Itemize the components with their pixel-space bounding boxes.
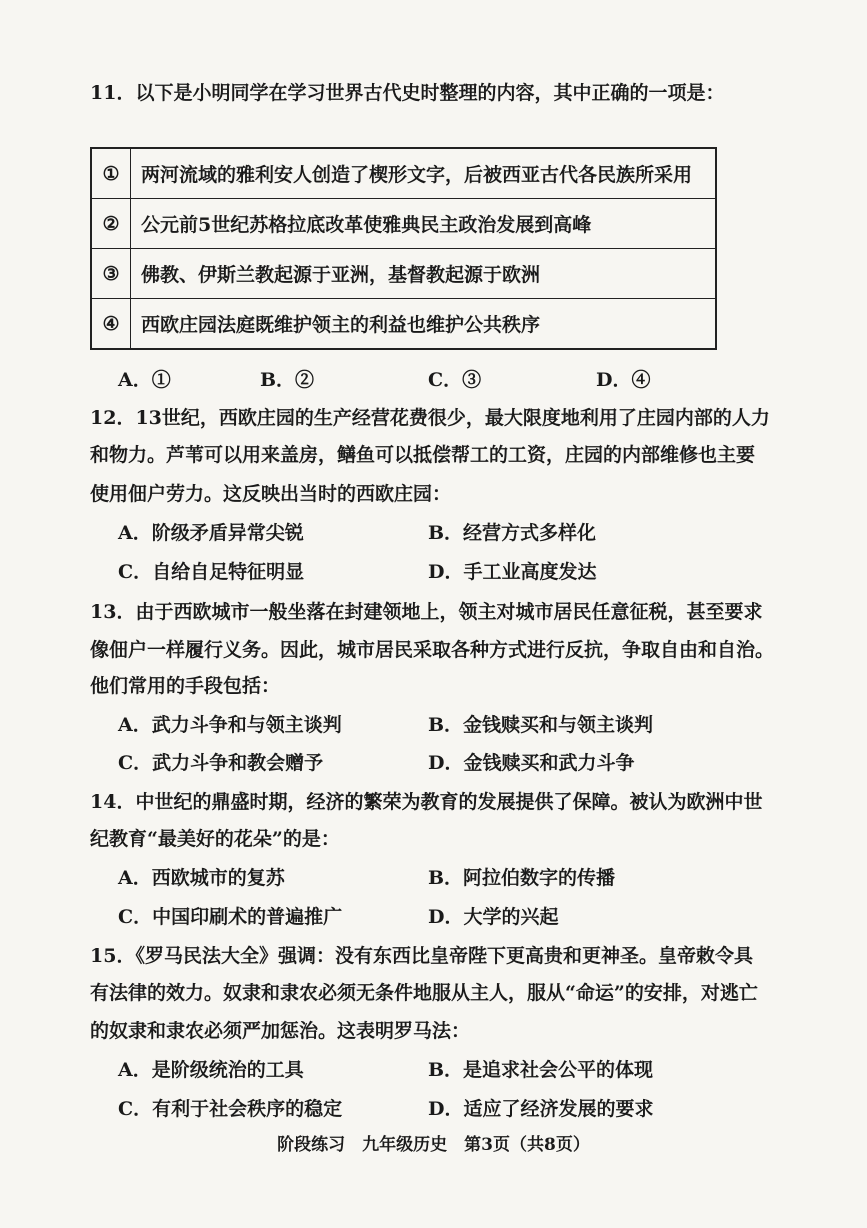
q12-option-d: D．手工业高度发达 — [428, 561, 597, 583]
q14-line-1: 14．中世纪的鼎盛时期，经济的繁荣为教育的发展提供了保障。被认为欧洲中世 — [90, 791, 763, 813]
q11-stem: 11．以下是小明同学在学习世界古代史时整理的内容，其中正确的一项是： — [90, 82, 725, 104]
q13-line-3: 他们常用的手段包括： — [90, 675, 281, 697]
q14-option-a: A．西欧城市的复苏 — [118, 867, 285, 889]
row-text: 佛教、伊斯兰教起源于亚洲，基督教起源于欧洲 — [131, 249, 717, 299]
q11-option-a: A．① — [118, 369, 171, 391]
table-row — [91, 299, 716, 350]
table-row — [91, 148, 716, 199]
row-number: ③ — [91, 249, 131, 299]
q12-option-c: C．自给自足特征明显 — [118, 561, 305, 583]
q13-option-b: B．金钱赎买和与领主谈判 — [428, 714, 654, 736]
q12-line-2: 和物力。芦苇可以用来盖房，鳝鱼可以抵偿帮工的工资，庄园的内部维修也主要 — [90, 444, 756, 466]
row-number: ② — [91, 199, 131, 249]
q14-line-2: 纪教育“最美好的花朵”的是： — [90, 828, 340, 850]
q15-option-a: A．是阶级统治的工具 — [118, 1059, 304, 1081]
q11-option-c: C．③ — [428, 369, 482, 391]
q15-option-b: B．是追求社会公平的体现 — [428, 1059, 654, 1081]
row-text: 两河流域的雅利安人创造了楔形文字，后被西亚古代各民族所采用 — [131, 148, 717, 199]
row-number: ① — [91, 148, 131, 199]
q11-option-d: D．④ — [596, 369, 651, 391]
q12-option-b: B．经营方式多样化 — [428, 522, 597, 544]
q15-line-2: 有法律的效力。奴隶和隶农必须无条件地服从主人，服从“命运”的安排，对逃亡 — [90, 982, 758, 1004]
row-number: ④ — [91, 299, 131, 350]
q13-option-c: C．武力斗争和教会赠予 — [118, 752, 324, 774]
q14-option-d: D．大学的兴起 — [428, 906, 559, 928]
q15-line-3: 的奴隶和隶农必须严加惩治。这表明罗马法： — [90, 1020, 471, 1042]
table-row — [91, 249, 716, 299]
q14-option-b: B．阿拉伯数字的传播 — [428, 867, 616, 889]
q11-statement-table — [90, 147, 717, 350]
q12-line-1: 12．13世纪，西欧庄园的生产经营花费很少，最大限度地利用了庄园内部的人力 — [90, 407, 770, 429]
q11-option-b: B．② — [260, 369, 315, 391]
table-row — [91, 199, 716, 249]
row-text: 公元前5世纪苏格拉底改革使雅典民主政治发展到高峰 — [131, 199, 717, 249]
q14-option-c: C．中国印刷术的普遍推广 — [118, 906, 343, 928]
q12-line-3: 使用佃户劳力。这反映出当时的西欧庄园： — [90, 483, 452, 505]
q15-line-1: 15．《罗马民法大全》强调：没有东西比皇帝陛下更高贵和更神圣。皇帝敕令具 — [90, 945, 753, 967]
row-text: 西欧庄园法庭既维护领主的利益也维护公共秩序 — [131, 299, 717, 350]
q13-option-d: D．金钱赎买和武力斗争 — [428, 752, 635, 774]
q13-line-1: 13．由于西欧城市一般坐落在封建领地上，领主对城市居民任意征税，甚至要求 — [90, 601, 763, 623]
q13-line-2: 像佃户一样履行义务。因此，城市居民采取各种方式进行反抗，争取自由和自治。 — [90, 639, 775, 661]
q15-option-c: C．有利于社会秩序的稳定 — [118, 1098, 343, 1120]
q13-option-a: A．武力斗争和与领主谈判 — [118, 714, 342, 736]
page-footer: 阶段练习 九年级历史 第3页（共8页） — [277, 1135, 590, 1155]
q12-option-a: A．阶级矛盾异常尖锐 — [118, 522, 304, 544]
q15-option-d: D．适应了经济发展的要求 — [428, 1098, 654, 1120]
